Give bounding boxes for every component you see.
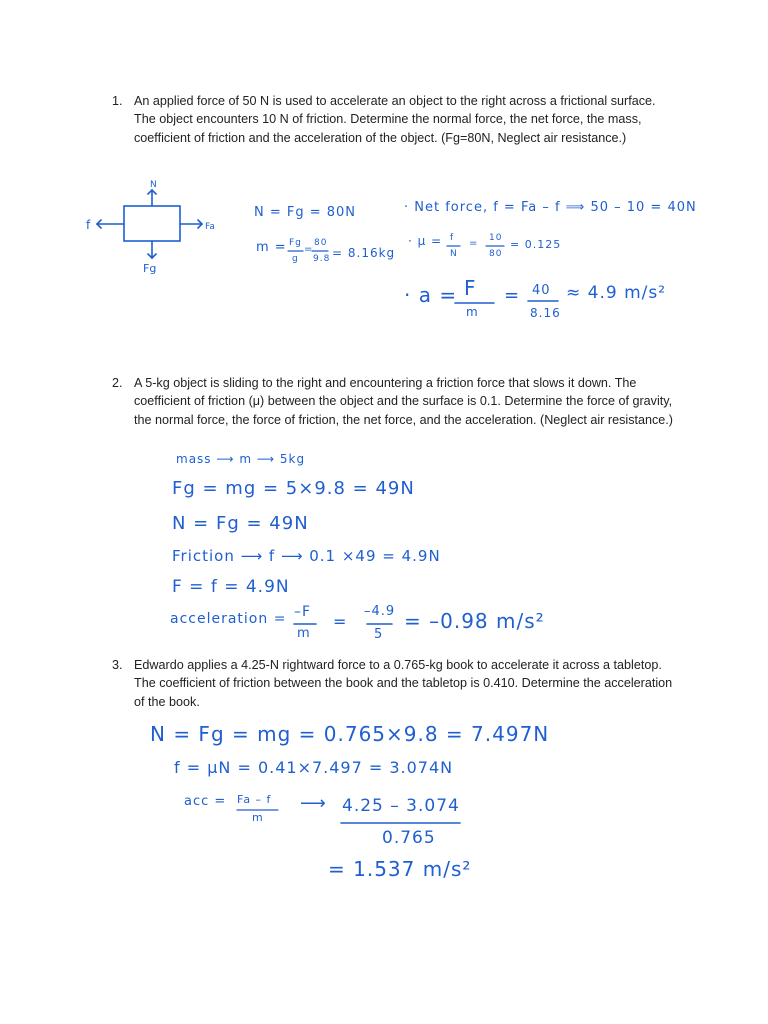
answer1-normal: N = Fg = 80N <box>254 205 357 220</box>
answer1-acc-den2: 8.16 <box>530 306 561 320</box>
label-normal: N <box>150 180 157 190</box>
answer2-acc-label: acceleration = <box>170 611 287 627</box>
answer1-mass-num2: 80 <box>314 238 328 248</box>
answer1-acc-eq: = <box>504 285 521 306</box>
question-text: Edwardo applies a 4.25-N rightward force to a 0.765-kg book to accelerate it across a tabletop. The coefficient of friction between the book and the tabletop is 0.410. Determine the acceleration of the book. <box>134 658 673 709</box>
answer2-line1: mass ⟶ m ⟶ 5kg <box>176 452 306 466</box>
answer1-mu-result: = 0.125 <box>510 238 562 251</box>
answer3-arrow: ⟶ <box>300 793 327 814</box>
answer1-mu-lhs: · μ = <box>408 234 443 248</box>
question-text: An applied force of 50 N is used to accelerate an object to the right across a frictional surface. The object encounters 10 N of friction. Determine the normal force, the net force, the mass, coefficient of friction and the acceleration of the object. (Fg=80N, Neglect air resistance.) <box>134 94 656 145</box>
answer1-acc-lhs: · a = <box>404 283 458 307</box>
answer1-acc-num2: 40 <box>532 283 551 298</box>
answer2-acc-num1: –F <box>294 604 312 620</box>
answer2-line5: F = f = 4.9N <box>172 577 290 597</box>
answer3-rhs-den: 0.765 <box>382 828 436 848</box>
answer1-acc-result: ≈ 4.9 m/s² <box>566 283 667 303</box>
answer1-mass-lhs: m = <box>256 240 287 255</box>
label-applied: Fa <box>205 222 215 232</box>
answer1-mu-eq: = <box>469 238 479 249</box>
answer3-rhs-num: 4.25 – 3.074 <box>342 796 460 816</box>
label-gravity: Fg <box>143 262 157 275</box>
question-number: 3. <box>112 658 123 672</box>
answer3-acc-num: Fa – f <box>237 793 272 806</box>
answer2-line3: N = Fg = 49N <box>172 513 309 534</box>
answer1-mass-den1: g <box>292 254 299 264</box>
question-text: A 5-kg object is sliding to the right and encountering a friction force that slows it down. The coefficient of friction (μ) between the object and the surface is 0.1. Determine the force of gravity, the normal force, the force of friction, the net force, and the acceleration. (Neglect air resistance.) <box>134 376 673 427</box>
question-number: 2. <box>112 376 123 390</box>
answer3-acc-den: m <box>252 811 264 824</box>
answer2-acc-den1: m <box>297 626 311 641</box>
answer1-mu-num1: f <box>450 233 455 243</box>
answer1-acc-num1: F <box>464 276 477 300</box>
answer1-mass-eq: = <box>304 244 314 255</box>
object-box <box>124 206 180 241</box>
answer2-acc-result: = –0.98 m/s² <box>404 609 545 633</box>
answer3-line1: N = Fg = mg = 0.765×9.8 = 7.497N <box>150 722 550 746</box>
answer3-result: = 1.537 m/s² <box>328 857 472 881</box>
answer1-mu-den2: 80 <box>489 249 503 259</box>
answer1-net-force: · Net force, f = Fa – f ⟹ 50 – 10 = 40N <box>404 200 697 215</box>
answer2-line4: Friction ⟶ f ⟶ 0.1 ×49 = 4.9N <box>172 547 441 565</box>
answer2-acc-eq1: = <box>333 612 348 631</box>
label-friction: f <box>86 218 91 232</box>
answer1-mass-num1: Fg <box>289 238 302 248</box>
answer1-mass-den2: 9.8 <box>313 254 331 264</box>
answer2-line2: Fg = mg = 5×9.8 = 49N <box>172 478 415 499</box>
answer1-mass-result: = 8.16kg <box>332 246 396 260</box>
answer3-acc-lhs: acc = <box>184 794 227 809</box>
question-number: 1. <box>112 94 123 108</box>
answer1-mu-den1: N <box>450 249 458 259</box>
answer1-acc-den1: m <box>466 305 479 319</box>
answer2-acc-den2: 5 <box>374 627 384 642</box>
answer3-line2: f = μN = 0.41×7.497 = 3.074N <box>174 758 454 777</box>
answer1-mu-num2: 10 <box>489 233 503 243</box>
answer2-acc-num2: –4.9 <box>364 604 396 619</box>
